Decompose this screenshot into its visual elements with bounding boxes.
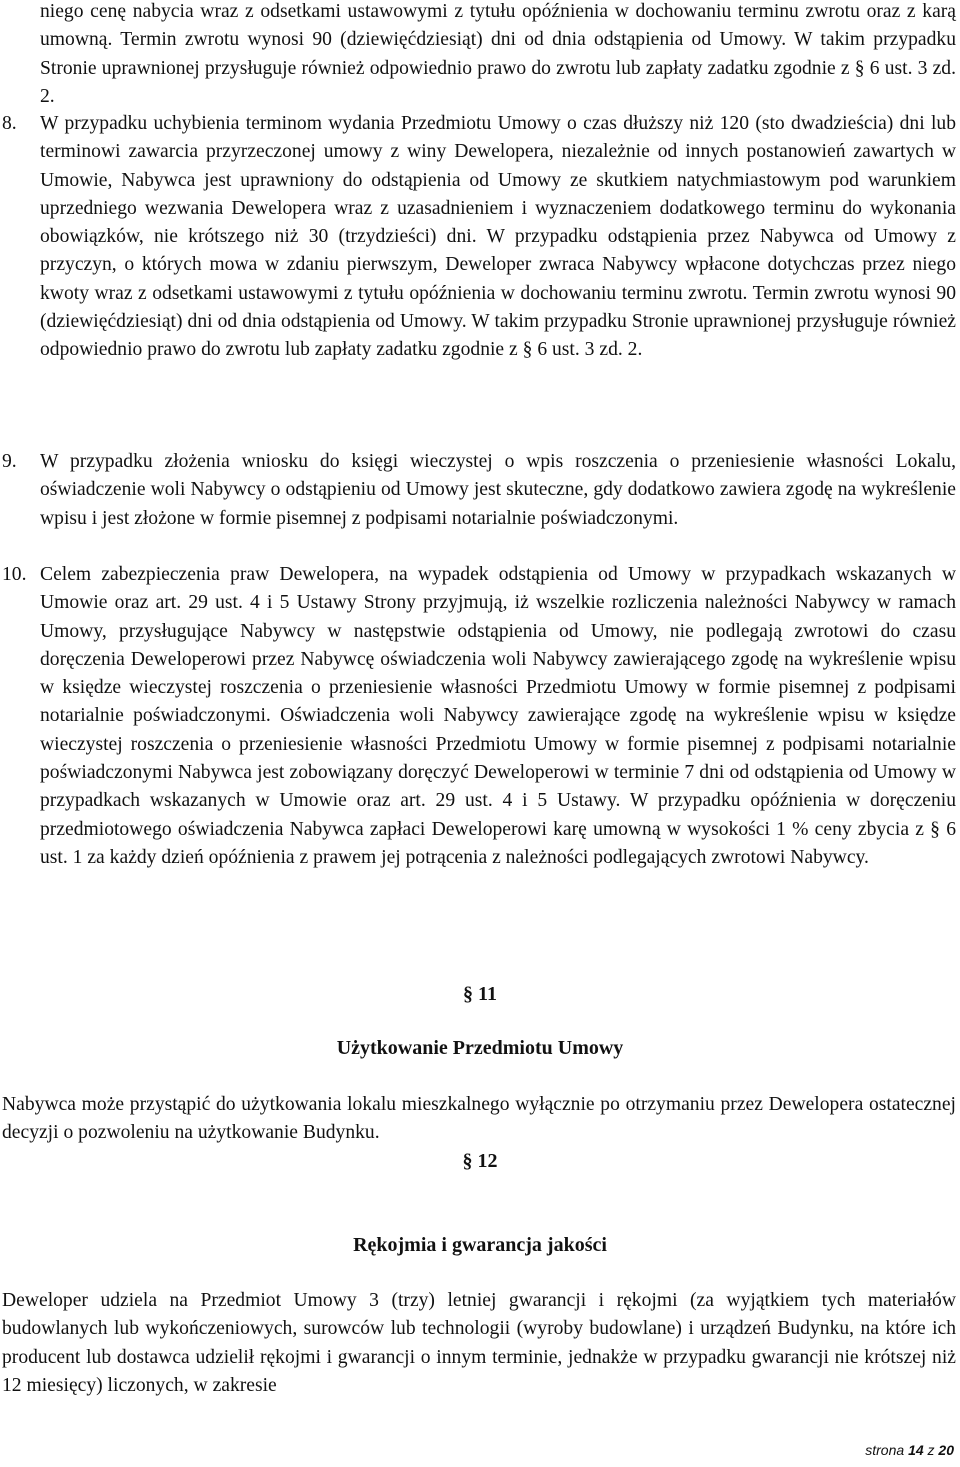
page-number: 14 bbox=[908, 1442, 924, 1458]
list-item-text: W przypadku złożenia wniosku do księgi wieczystej o wpis roszczenia o przeniesienie własności Lokalu, oświadczenie woli Nabywcy o odstąpieniu od Umowy jest skuteczne, gdy dodatkowo zawiera zgodę na wykreślenie wpisu i jest złożone w formie pisemnej z podpisami notarialnie poświadczonymi. bbox=[40, 451, 956, 529]
list-item-8 bbox=[2, 110, 956, 365]
page-label: strona bbox=[865, 1442, 905, 1458]
section-11-number: § 11 bbox=[463, 983, 497, 1005]
section-12-title: Rękojmia i gwarancja jakości bbox=[353, 1234, 607, 1256]
paragraph-7-continuation: niego cenę nabycia wraz z odsetkami ustawowymi z tytułu opóźnienia w dochowaniu terminu zwrotu oraz z karą umowną. Termin zwrotu wynosi 90 (dziewięćdziesiąt) dni od dnia odstąpienia od Umowy. W takim przypadku Stronie uprawnionej przysługuje również odpowiednio prawo do zwrotu lub zapłaty zadatku zgodnie z § 6 ust. 3 zd. 2. bbox=[40, 1, 956, 107]
page-of: z bbox=[927, 1442, 935, 1458]
section-12-body: Deweloper udziela na Przedmiot Umowy 3 (trzy) letniej gwarancji i rękojmi (za wyjątkiem tych materiałów budowlanych lub wykończeniowych, surowców lub technologii (wyroby budowlane) i urządzeń Budynku, na które ich producent lub dostawca udzielił rękojmi i gwarancji o innym terminie, jednakże w przypadku gwarancji nie krótszej niż 12 miesięcy) liczonych, w zakresie bbox=[2, 1290, 956, 1396]
list-item-number: 10. bbox=[2, 564, 27, 585]
list-item-number: 9. bbox=[2, 451, 17, 472]
list-item-10 bbox=[2, 561, 956, 872]
section-11-body: Nabywca może przystąpić do użytkowania lokalu mieszkalnego wyłącznie po otrzymaniu przez Dewelopera ostatecznej decyzji o pozwoleniu na użytkowanie Budynku. bbox=[2, 1094, 956, 1144]
list-item-text: Celem zabezpieczenia praw Dewelopera, na wypadek odstąpienia od Umowy w przypadkach wskazanych w Umowie oraz art. 29 ust. 4 i 5 Ustawy Strony przyjmują, iż wszelkie rozliczenia należności Nabywcy w ramach Umowy, przysługujące Nabywcy w następstwie odstąpienia od Umowy, nie podlegają zwrotowi do czasu doręczenia Deweloperowi przez Nabywcę oświadczenia woli Nabywcy zawierającego zgodę na wykreślenie wpisu w księdze wieczystej roszczenia o przeniesienie własności Przedmiotu Umowy w formie pisemnej z podpisami notarialnie poświadczonymi. Oświadczenia woli Nabywcy zawierające zgodę na wykreślenie wpisu w księdze wieczystej roszczenia o przeniesienie własności Przedmiotu Umowy w formie pisemnej z podpisami notarialnie poświadczonymi Nabywca jest zobowiązany doręczyć Deweloperowi w terminie 7 dni od odstąpienia od Umowy w przypadkach wskazanych w Umowie oraz art. 29 ust. 4 i 5 Ustawy. W przypadku opóźnienia w doręczeniu przedmiotowego oświadczenia Nabywca zapłaci Deweloperowi karę umowną w wysokości 1 % ceny zbycia z § 6 ust. 1 za każdy dzień opóźnienia z prawem jej potrącenia z należności podlegających zwrotowi Nabywcy. bbox=[40, 564, 956, 868]
list-item-text: W przypadku uchybienia terminom wydania Przedmiotu Umowy o czas dłuższy niż 120 (sto dwadzieścia) dni lub terminowi zawarcia przyrzeczonej umowy z winy Dewelopera, niezależnie od innych postanowień zawartych w Umowie, Nabywca jest uprawniony do odstąpienia od Umowy ze skutkiem natychmiastowym pod warunkiem uprzedniego wezwania Dewelopera wraz z uzasadnieniem i wyznaczeniem dodatkowego terminu do wykonania obowiązków, nie krótszego niż 30 (trzydzieści) dni. W przypadku odstąpienia przez Nabywca od Umowy z przyczyn, o których mowa w zdaniu pierwszym, Deweloper zwraca Nabywcy wpłacone dotychczas przez niego kwoty wraz z odsetkami ustawowymi z tytułu opóźnienia w dochowaniu terminu zwrotu. Termin zwrotu wynosi 90 (dziewięćdziesiąt) dni od dnia odstąpienia od Umowy. W takim przypadku Stronie uprawnionej przysługuje również odpowiednio prawo do zwrotu lub zapłaty zadatku zgodnie z § 6 ust. 3 zd. 2. bbox=[40, 113, 956, 361]
section-12-number: § 12 bbox=[462, 1150, 498, 1172]
page-footer bbox=[865, 1442, 954, 1458]
section-11-title: Użytkowanie Przedmiotu Umowy bbox=[336, 1037, 624, 1059]
list-item-9 bbox=[2, 448, 956, 533]
list-item-number: 8. bbox=[2, 113, 17, 134]
page-total: 20 bbox=[938, 1442, 954, 1458]
